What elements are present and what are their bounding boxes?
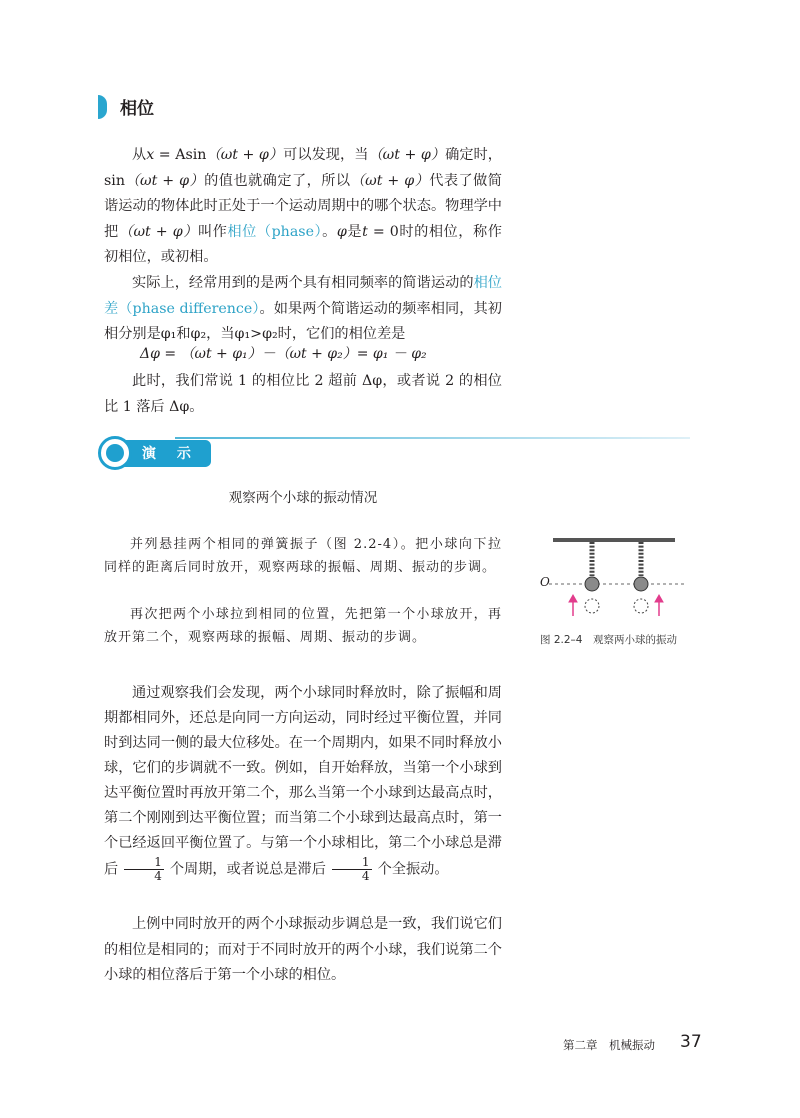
ball-right-lowered: [634, 599, 648, 613]
origin-label: O: [540, 575, 550, 589]
arrow-left: [569, 595, 577, 616]
demo-label: 演 示: [142, 446, 199, 462]
arrow-right: [655, 595, 663, 616]
support-bar: [553, 538, 675, 542]
figure-caption: 图 2.2–4 观察两小球的振动: [540, 634, 677, 646]
demo-divider: [175, 437, 690, 439]
paragraph-observation: 通过观察我们会发现，两个小球同时释放时，除了振幅和周期都相同外，还总是向同一方向运动，同时经过平衡位置，并同时到达同一侧的最大位移处。在一个周期内，如果不同时释放小球，它们的步调就不一致。例如，自开始释放，当第一个小球到达平衡位置时再放开第二个，那么当第一个小球到达最高点时，第二个刚刚到达平衡位置；而当第二个小球到达最高点时，第一个已经返回平衡位置了。与第一个小球相比，第二个小球总是滞后 $\frac{1}{4}$ 个周期，或者说总是滞后 $\frac{1}{4}$ 个全振动。: [104, 685, 502, 883]
ball-left: [585, 577, 599, 591]
term-phase: 相位: [227, 223, 257, 240]
phase-difference-formula: Δφ = （ωt + φ₁）－（ωt + φ₂）= φ₁ － φ₂: [140, 346, 427, 362]
paragraph-conclusion: 上例中同时放开的两个小球振动步调总是一致，我们说它们的相位是相同的；而对于不同时放开的两个小球，我们说第二个小球的相位落后于第一个小球的相位。: [104, 916, 502, 983]
fraction-quarter-2: $\frac{1}{4}$: [332, 856, 372, 883]
term-phase-difference: 相位差: [104, 275, 502, 317]
paragraph-phase-difference: 实际上，经常用到的是两个具有相同频率的简谐运动的相位差（phase difference）。如果两个简谐运动的频率相同，其初相分别是φ₁和φ₂，当φ₁>φ₂时，它们的相位差是: [104, 275, 502, 342]
paragraph-phase: 从x = Asin（ωt + φ）可以发现，当（ωt + φ）确定时，sin（ωt + φ）的值也就确定了，所以（ωt + φ）代表了做简谐运动的物体此时正处于一个运动周期中的哪个状态。物理学中把（ωt + φ）叫作相位（phase）。φ是t = 0时的相位，称作初相位，或初相。: [104, 147, 502, 265]
demo-icon-dot: [106, 444, 124, 462]
spring-oscillators-figure: [535, 530, 695, 625]
section-marker: [98, 95, 107, 119]
demo-title: 观察两个小球的振动情况: [228, 490, 378, 506]
demo-step-2: 再次把两个小球拉到相同的位置，先把第一个小球放开，再放开第二个，观察两球的振幅、周期、振动的步调。: [104, 607, 502, 645]
fraction-quarter: $\frac{1}{4}$: [124, 856, 164, 883]
demo-step-1: 并列悬挂两个相同的弹簧振子（图 2.2-4）。把小球向下拉同样的距离后同时放开，观察两球的振幅、周期、振动的步调。: [104, 537, 502, 575]
ball-left-lowered: [585, 599, 599, 613]
ball-right: [634, 577, 648, 591]
page-number: 37: [680, 1032, 702, 1052]
section-title: 相位: [120, 99, 154, 119]
chapter-footer: 第二章 机械振动: [563, 1038, 655, 1052]
paragraph-lead-lag: 此时，我们常说 1 的相位比 2 超前 Δφ，或者说 2 的相位比 1 落后 Δφ。: [104, 373, 502, 415]
